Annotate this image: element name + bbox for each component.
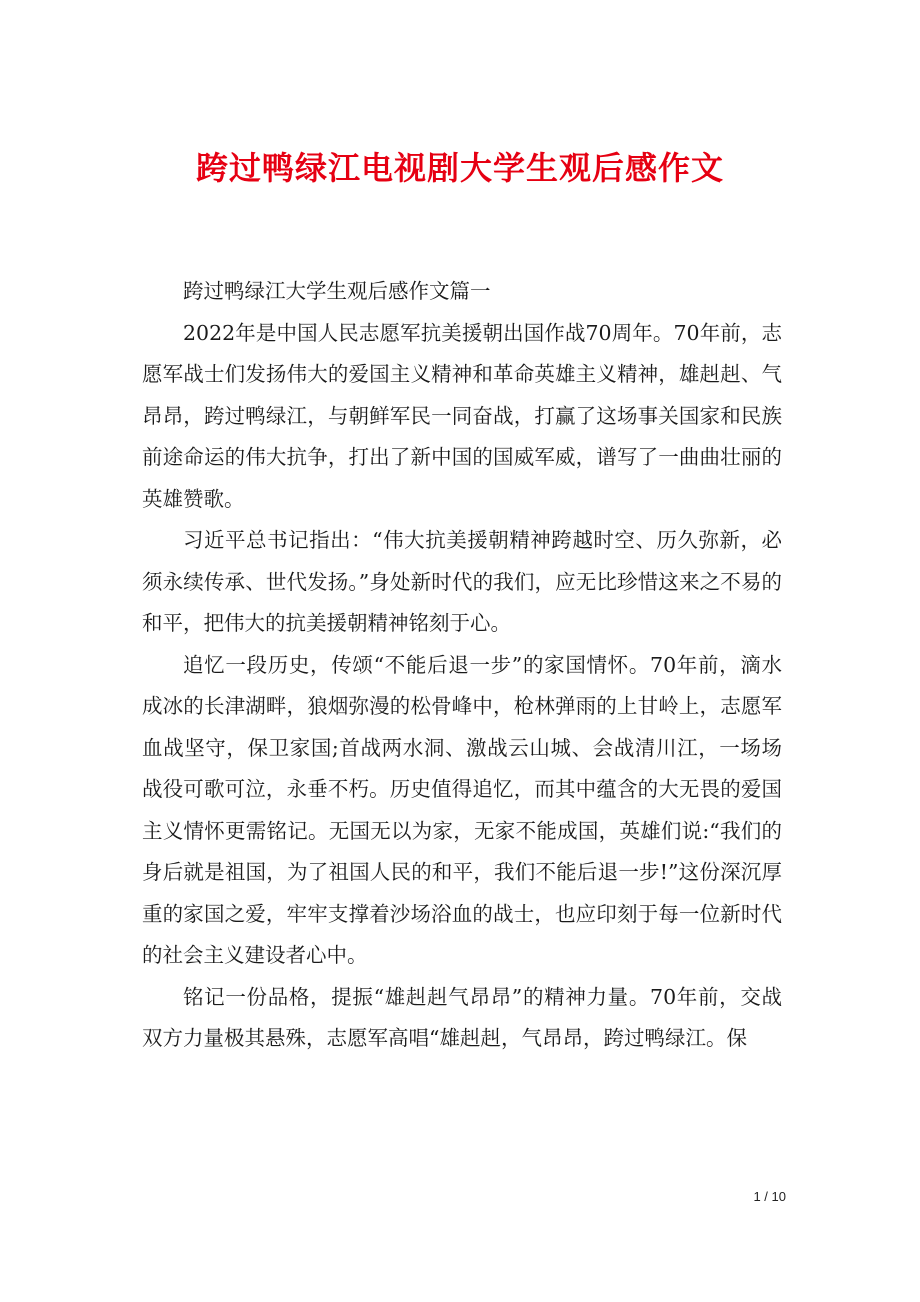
document-title: 跨过鸭绿江电视剧大学生观后感作文 <box>195 149 724 187</box>
document-body <box>142 271 782 1060</box>
section-heading: 跨过鸭绿江大学生观后感作文篇一 <box>183 279 491 303</box>
paragraph-4: 铭记一份品格，提振“雄赳赳气昂昂”的精神力量。70年前，交战双方力量极其悬殊，志愿军高唱“雄赳赳，气昂昂，跨过鸭绿江。保 <box>142 984 782 1050</box>
paragraph-1: 2022年是中国人民志愿军抗美援朝出国作战70周年。70年前，志愿军战士们发扬伟大的爱国主义精神和革命英雄主义精神，雄赳赳、气昂昂，跨过鸭绿江，与朝鲜军民一同奋战，打赢了这场事关国家和民族前途命运的伟大抗争，打出了新中国的国威军威，谱写了一曲曲壮丽的英雄赞歌。 <box>142 320 782 511</box>
paragraph-2: 习近平总书记指出：“伟大抗美援朝精神跨越时空、历久弥新，必须永续传承、世代发扬。”身处新时代的我们，应无比珍惜这来之不易的和平，把伟大的抗美援朝精神铭刻于心。 <box>142 528 782 635</box>
paragraph-3: 追忆一段历史，传颂“不能后退一步”的家国情怀。70年前，滴水成冰的长津湖畔，狼烟弥漫的松骨峰中，枪林弹雨的上甘岭上，志愿军血战坚守，保卫家国;首战两水洞、激战云山城、会战清川江，一场场战役可歌可泣，永垂不朽。历史值得追忆，而其中蕴含的大无畏的爱国主义情怀更需铭记。无国无以为家，无家不能成国，英雄们说:“我们的身后就是祖国，为了祖国人民的和平，我们不能后退一步!”这份深沉厚重的家国之爱，牢牢支撑着沙场浴血的战士，也应印刻于每一位新时代的社会主义建设者心中。 <box>142 652 782 967</box>
page-number: 1 / 10 <box>753 1189 786 1204</box>
